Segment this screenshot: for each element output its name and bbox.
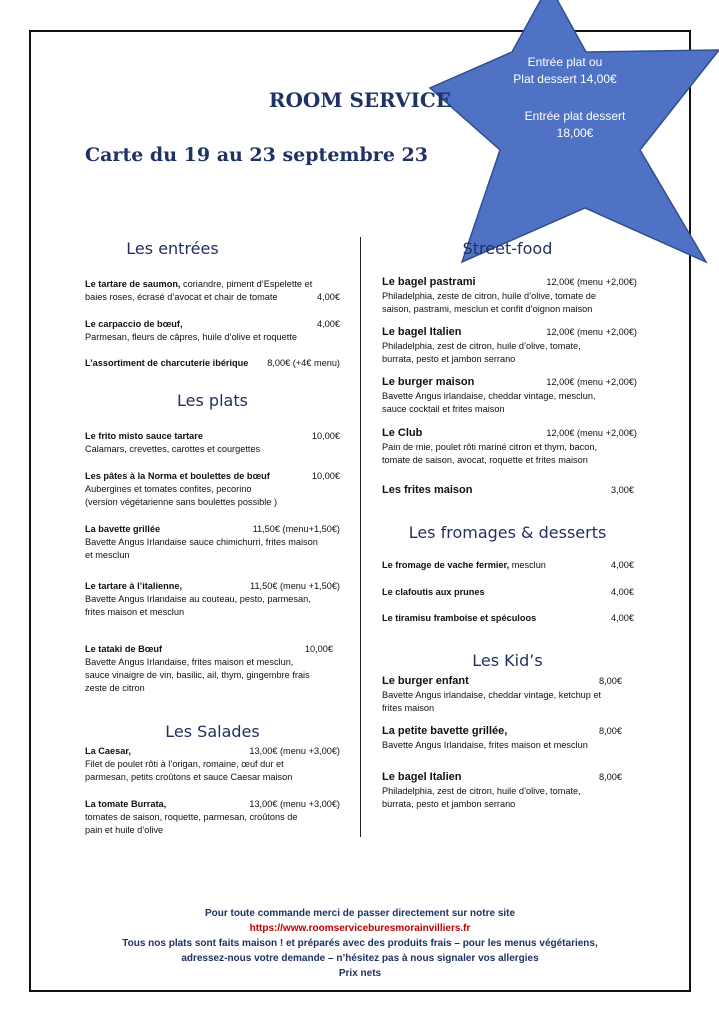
menu-item bbox=[382, 770, 622, 811]
menu-item bbox=[85, 357, 340, 370]
item-price: 8,00€ (+4€ menu) bbox=[267, 358, 340, 368]
menu-item bbox=[85, 278, 340, 304]
item-name: Les pâtes à la Norma et boulettes de bœuf bbox=[85, 471, 270, 481]
item-price: 4,00€ bbox=[611, 613, 634, 623]
item-name: Le tartare de saumon, bbox=[85, 279, 181, 289]
item-price: 4,00€ bbox=[611, 560, 634, 570]
menu-item bbox=[382, 325, 637, 366]
item-price: 4,00€ bbox=[317, 319, 340, 329]
menu-item bbox=[382, 674, 622, 715]
item-desc: Calamars, crevettes, carottes et courgettes bbox=[85, 444, 261, 454]
item-desc: baies roses, écrasé d’avocat et chair de tomate bbox=[85, 292, 278, 302]
item-price: 8,00€ bbox=[599, 772, 622, 782]
page-title: ROOM SERVICE bbox=[268, 88, 452, 112]
menu-item bbox=[382, 375, 637, 416]
menu-item bbox=[382, 275, 637, 316]
item-desc: burrata, pesto et jambon serrano bbox=[382, 799, 516, 809]
footer bbox=[40, 906, 680, 981]
item-desc: zeste de citron bbox=[85, 683, 145, 693]
section-heading-plats: Les plats bbox=[177, 391, 248, 410]
item-price: 13,00€ (menu +3,00€) bbox=[249, 746, 340, 756]
item-desc: Pain de mie, poulet rôti mariné citron et thym, bacon, bbox=[382, 442, 597, 452]
item-price: 10,00€ bbox=[311, 431, 340, 441]
website-link[interactable]: https://www.roomserviceburesmorainvilliers.fr bbox=[249, 923, 471, 934]
item-desc: Bavette Angus Irlandaise, frites maison et mesclun bbox=[382, 740, 588, 750]
item-desc: (version végétarienne sans boulettes possible ) bbox=[85, 497, 278, 507]
item-name: Les frites maison bbox=[382, 484, 473, 496]
item-desc: Parmesan, fleurs de câpres, huile d’olive et roquette bbox=[85, 332, 297, 342]
menu-item bbox=[382, 426, 637, 467]
footer-text: Prix nets bbox=[338, 968, 382, 979]
item-name: La tomate Burrata, bbox=[85, 799, 167, 809]
star-line: Entrée plat ou bbox=[527, 55, 603, 69]
item-name: Le frito misto sauce tartare bbox=[85, 431, 203, 441]
item-name: Le bagel Italien bbox=[382, 771, 462, 783]
item-price: 11,50€ (menu +1,50€) bbox=[250, 581, 340, 591]
item-desc: frites maison bbox=[382, 703, 435, 713]
item-desc: Philadelphia, zest de citron, huile d’olive, tomate, bbox=[382, 341, 581, 351]
item-desc: Bavette Angus Irlandaise sauce chimichurri, frites maison bbox=[85, 537, 318, 547]
footer-text: Tous nos plats sont faits maison ! et préparés avec des produits frais – pour les menus végétariens, bbox=[122, 938, 598, 949]
star-offer-2 bbox=[505, 108, 645, 142]
item-desc: parmesan, petits croûtons et sauce Caesar maison bbox=[85, 772, 293, 782]
item-desc: coriandre, piment d’Espelette et bbox=[180, 279, 313, 289]
menu-item bbox=[382, 586, 634, 599]
item-desc: Bavette Angus irlandaise, cheddar vintage, mesclun, bbox=[382, 391, 596, 401]
menu-item bbox=[85, 430, 340, 456]
item-price: 10,00€ bbox=[311, 471, 340, 481]
item-name: Le bagel Italien bbox=[382, 326, 462, 338]
item-name: Le fromage de vache fermier, bbox=[382, 560, 510, 570]
item-desc: Philadelphia, zest de citron, huile d’olive, tomate, bbox=[382, 786, 581, 796]
item-name: La petite bavette grillée, bbox=[382, 725, 508, 737]
item-name: Le Club bbox=[382, 427, 423, 439]
item-desc: mesclun bbox=[509, 560, 546, 570]
item-price: 13,00€ (menu +3,00€) bbox=[249, 799, 340, 809]
item-name: L’assortiment de charcuterie ibérique bbox=[85, 358, 249, 368]
menu-item bbox=[85, 580, 340, 619]
item-desc: frites maison et mesclun bbox=[85, 607, 185, 617]
menu-item bbox=[382, 483, 634, 498]
item-desc: Bavette Angus Irlandaise, frites maison et mesclun, bbox=[85, 657, 294, 667]
footer-text: adressez-nous votre demande – n’hésitez pas à nous signaler vos allergies bbox=[181, 953, 539, 964]
item-price: 8,00€ bbox=[599, 676, 622, 686]
item-name: La Caesar, bbox=[85, 746, 131, 756]
item-desc: pain et huile d’olive bbox=[85, 825, 164, 835]
item-desc: burrata, pesto et jambon serrano bbox=[382, 354, 516, 364]
item-desc: Philadelphia, zeste de citron, huile d’olive, tomate de bbox=[382, 291, 596, 301]
item-price: 10,00€ bbox=[304, 644, 333, 654]
item-name: Le burger enfant bbox=[382, 675, 469, 687]
item-desc: Aubergines et tomates confites, pecorino bbox=[85, 484, 252, 494]
item-name: Le tiramisu framboise et spéculoos bbox=[382, 613, 537, 623]
section-heading-salades: Les Salades bbox=[165, 722, 260, 741]
item-price: 12,00€ (menu +2,00€) bbox=[546, 277, 637, 287]
menu-item bbox=[85, 745, 340, 784]
item-price: 4,00€ bbox=[611, 587, 634, 597]
item-desc: et mesclun bbox=[85, 550, 130, 560]
item-desc: Bavette Angus irlandaise, cheddar vintage, ketchup et bbox=[382, 690, 602, 700]
star-offer-1 bbox=[495, 54, 635, 88]
item-desc: tomates de saison, roquette, parmesan, croûtons de bbox=[85, 812, 298, 822]
item-price: 8,00€ bbox=[599, 726, 622, 736]
item-desc: Filet de poulet rôti à l’origan, romaine, œuf dur et bbox=[85, 759, 284, 769]
item-price: 4,00€ bbox=[317, 292, 340, 302]
menu-item bbox=[85, 798, 340, 837]
item-name: Le bagel pastrami bbox=[382, 276, 476, 288]
section-heading-desserts: Les fromages & desserts bbox=[408, 523, 607, 542]
footer-text: Pour toute commande merci de passer directement sur notre site bbox=[204, 908, 516, 919]
item-desc: saison, pastrami, mesclun et confit d’oignon maison bbox=[382, 304, 593, 314]
menu-item bbox=[85, 523, 340, 562]
column-divider bbox=[360, 237, 361, 837]
item-name: La bavette grillée bbox=[85, 524, 161, 534]
star-line: 18,00€ bbox=[556, 126, 594, 140]
item-price: 12,00€ (menu +2,00€) bbox=[546, 428, 637, 438]
item-desc: sauce vinaigre de vin, basilic, ail, thym, gingembre frais bbox=[85, 670, 310, 680]
menu-item bbox=[382, 612, 634, 625]
item-name: Le carpaccio de bœuf, bbox=[85, 319, 183, 329]
page-subtitle: Carte du 19 au 23 septembre 23 bbox=[85, 144, 428, 166]
item-desc: sauce cocktail et frites maison bbox=[382, 404, 505, 414]
item-name: Le burger maison bbox=[382, 376, 475, 388]
item-desc: tomate de saison, avocat, roquette et frites maison bbox=[382, 455, 588, 465]
section-heading-kids: Les Kid’s bbox=[472, 651, 543, 670]
item-price: 3,00€ bbox=[611, 485, 634, 495]
star-line: Entrée plat dessert bbox=[524, 109, 626, 123]
menu-item bbox=[85, 643, 333, 695]
item-desc: Bavette Angus Irlandaise au couteau, pesto, parmesan, bbox=[85, 594, 311, 604]
item-price: 11,50€ (menu+1,50€) bbox=[252, 524, 340, 534]
item-name: Le clafoutis aux prunes bbox=[382, 587, 485, 597]
section-heading-entrees: Les entrées bbox=[126, 239, 219, 258]
item-name: Le tataki de Bœuf bbox=[85, 644, 163, 654]
star-line: Plat dessert 14,00€ bbox=[513, 72, 617, 86]
section-heading-streetfood: Street-food bbox=[462, 239, 553, 258]
item-price: 12,00€ (menu +2,00€) bbox=[546, 327, 637, 337]
item-price: 12,00€ (menu +2,00€) bbox=[546, 377, 637, 387]
menu-item bbox=[382, 724, 622, 752]
menu-item bbox=[85, 318, 340, 344]
menu-item bbox=[382, 559, 634, 572]
menu-item bbox=[85, 470, 340, 509]
item-name: Le tartare à l’italienne, bbox=[85, 581, 183, 591]
